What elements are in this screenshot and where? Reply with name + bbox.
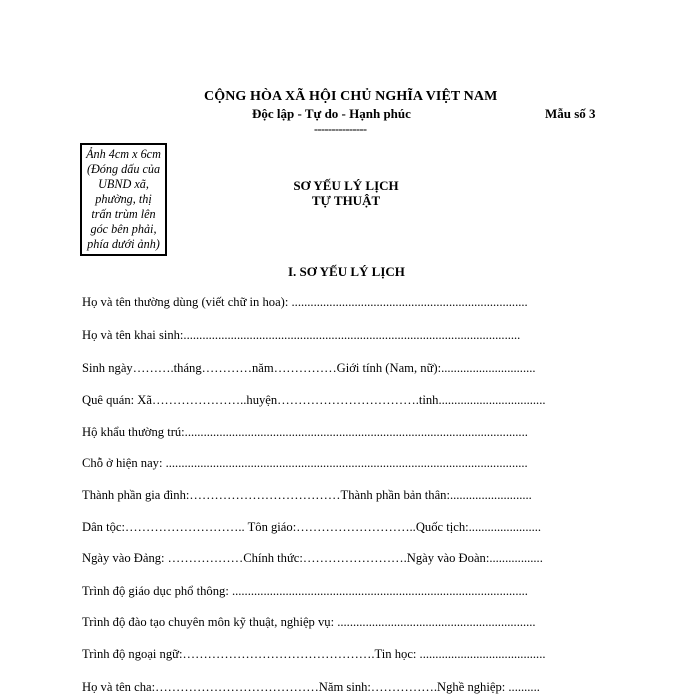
photo-caption-line: Ảnh 4cm x 6cm: [86, 147, 161, 161]
field-birth-name: Họ và tên khai sinh:...........................................................................................................: [82, 328, 521, 342]
header-separator: ---------------: [314, 122, 367, 136]
field-current-address: Chỗ ở hiện nay: ...................................................................................................................: [82, 456, 528, 470]
photo-caption-line: trấn trùm lên: [91, 207, 156, 221]
photo-placeholder-box: [80, 143, 167, 256]
photo-caption-line: phía dưới ảnh): [87, 237, 160, 251]
photo-caption-line: góc bên phải,: [90, 222, 157, 236]
field-general-education: Trình độ giáo dục phổ thông: ..............................................................................................: [82, 584, 528, 598]
field-party-union-dates: Ngày vào Đảng: ………………Chính thức:…………………….Ngày vào Đoàn:.................: [82, 551, 543, 565]
field-common-name: Họ và tên thường dùng (viết chữ in hoa): ...........................................................................: [82, 295, 528, 309]
field-hometown: Quê quán: Xã…………………..huyện…………………………….tỉnh..................................: [82, 393, 546, 407]
field-ethnicity-religion-nationality: Dân tộc:……………………….. Tôn giáo:………………………..Quốc tịch:.......................: [82, 520, 542, 534]
photo-caption-line: phường, thị: [95, 192, 152, 206]
motto-heading: Độc lập - Tự do - Hạnh phúc: [252, 106, 411, 121]
field-languages-it: Trình độ ngoại ngữ:……………………………………….Tin học: ........................................: [82, 647, 546, 661]
section-heading: I. SƠ YẾU LÝ LỊCH: [288, 264, 405, 279]
field-birth-date-gender: Sinh ngày……….tháng…………năm……………Giới tính (Nam, nữ):..............................: [82, 361, 536, 375]
form-number: Mẫu số 3: [545, 106, 596, 121]
photo-caption-line: (Đóng dấu của: [86, 162, 161, 176]
field-family-background: Thành phần gia đình:………………………………Thành phần bản thân:..........................: [82, 488, 532, 502]
photo-caption-line: UBND xã,: [98, 177, 149, 191]
nation-heading: CỘNG HÒA XÃ HỘI CHỦ NGHĨA VIỆT NAM: [204, 89, 498, 104]
document-title: SƠ YẾU LÝ LỊCH: [293, 178, 399, 193]
field-father-info: Họ và tên cha:…………………………………Năm sinh:…………….Nghề nghiệp: ..........: [82, 680, 540, 694]
document-subtitle: TỰ THUẬT: [311, 193, 381, 208]
field-permanent-residence: Hộ khẩu thường trú:.............................................................................................................: [82, 425, 528, 439]
field-professional-training: Trình độ đào tạo chuyên môn kỹ thuật, nghiệp vụ: ...............................................................: [82, 615, 536, 629]
